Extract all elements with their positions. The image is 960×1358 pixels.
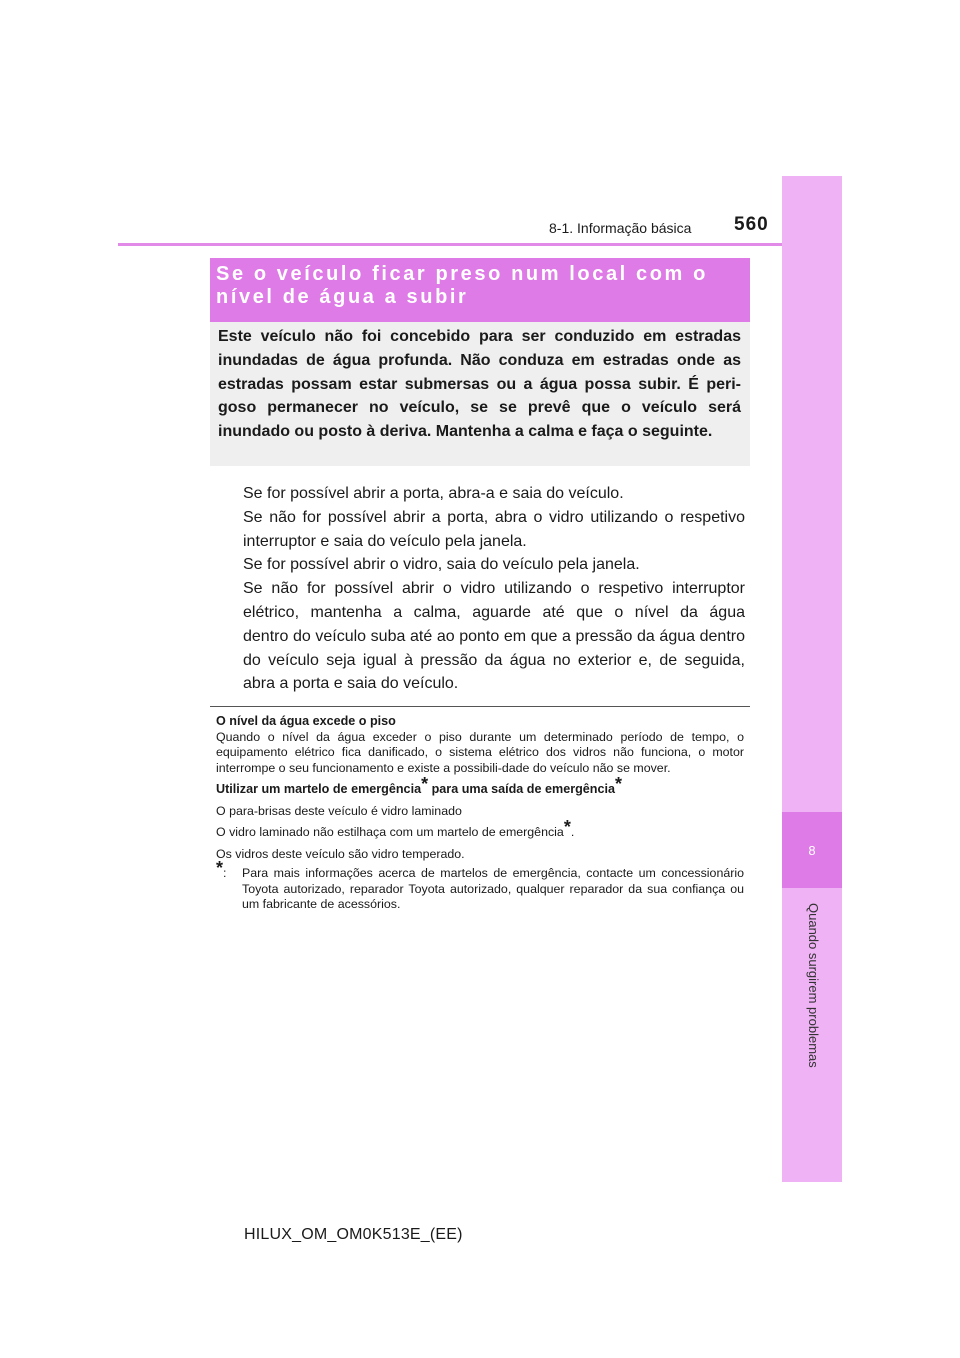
note-heading: O nível da água excede o piso: [216, 714, 396, 728]
asterisk-icon: *: [563, 817, 571, 837]
chapter-title-vertical: Quando surgirem problemas: [806, 903, 821, 1068]
footnote: *: Para mais informações acerca de martelos de emergência, contacte um concessionário Toyota autorizado, reparador Toyota autorizado, qualquer reparador da sua confiança ou um fabricante de acessórios.: [216, 858, 744, 911]
section-title: Se o veículo ficar preso num local com o nível de água a subir: [216, 263, 708, 308]
header-rule: [118, 243, 782, 246]
step-item: Se for possível abrir o vidro, saia do veículo pela janela.: [243, 556, 640, 574]
notes-divider: [210, 706, 750, 707]
chapter-number-tab: 8: [782, 812, 842, 888]
notes-section: [216, 712, 744, 913]
document-id: HILUX_OM_OM0K513E_(EE): [244, 1226, 463, 1243]
step-item: Se não for possível abrir o vidro utilizando o respetivo interruptor elétrico, mantenha a calma, aguarde até que o nível da água: [243, 580, 745, 621]
step-item: Se não for possível abrir a porta, abra o vidro utilizando o respetivo interruptor e saia do veículo pela janela.: [243, 508, 745, 550]
asterisk-icon: *: [615, 774, 623, 794]
footnote-text: Para mais informações acerca de martelos de emergência, contacte um concessionário Toyota autorizado, reparador Toyota autorizado, qualquer reparador da sua confiança ou um fabricante de acessórios.: [242, 866, 744, 911]
step-item: dentro do veículo suba até ao ponto em que a pressão da água dentro do veículo seja igual à pressão da água no exterior e, de seguida, abra a porta e saia do veículo.: [243, 627, 745, 693]
note-subheading: O para-brisas deste veículo é vidro laminado: [216, 803, 462, 818]
note-heading: Utilizar um martelo de emergência* para uma saída de emergência*: [216, 774, 623, 796]
step-item: Se for possível abrir a porta, abra-a e saia do veículo.: [243, 485, 624, 502]
note-text: O vidro laminado não estilhaça com um martelo de emergência*.: [216, 817, 575, 839]
note-text: Quando o nível da água exceder o piso durante um determinado período de tempo, o equipamento elétrico fica danificado, o sistema elétrico dos vidros não funciona, o motor interrompe o seu funcionamento e existe a possibili-dade do veículo não se mover.: [216, 729, 744, 775]
asterisk-icon: *: [421, 774, 429, 794]
section-reference: 8-1. Informação básica: [549, 220, 692, 236]
note-subheading: Os vidros deste veículo são vidro temperado.: [216, 846, 465, 861]
steps-list: [243, 482, 745, 696]
page-number: 560: [734, 214, 769, 235]
asterisk-icon: *: [216, 858, 224, 878]
intro-text: Este veículo não foi concebido para ser conduzido em estradas inundadas de água profunda. Não conduza em estradas onde as estradas possam estar submersas ou a água possa subir. É peri-goso permanecer no veículo, se se prevê que o veículo será inundado ou posto à deriva. Mantenha a calma e faça o seguinte.: [218, 328, 741, 441]
